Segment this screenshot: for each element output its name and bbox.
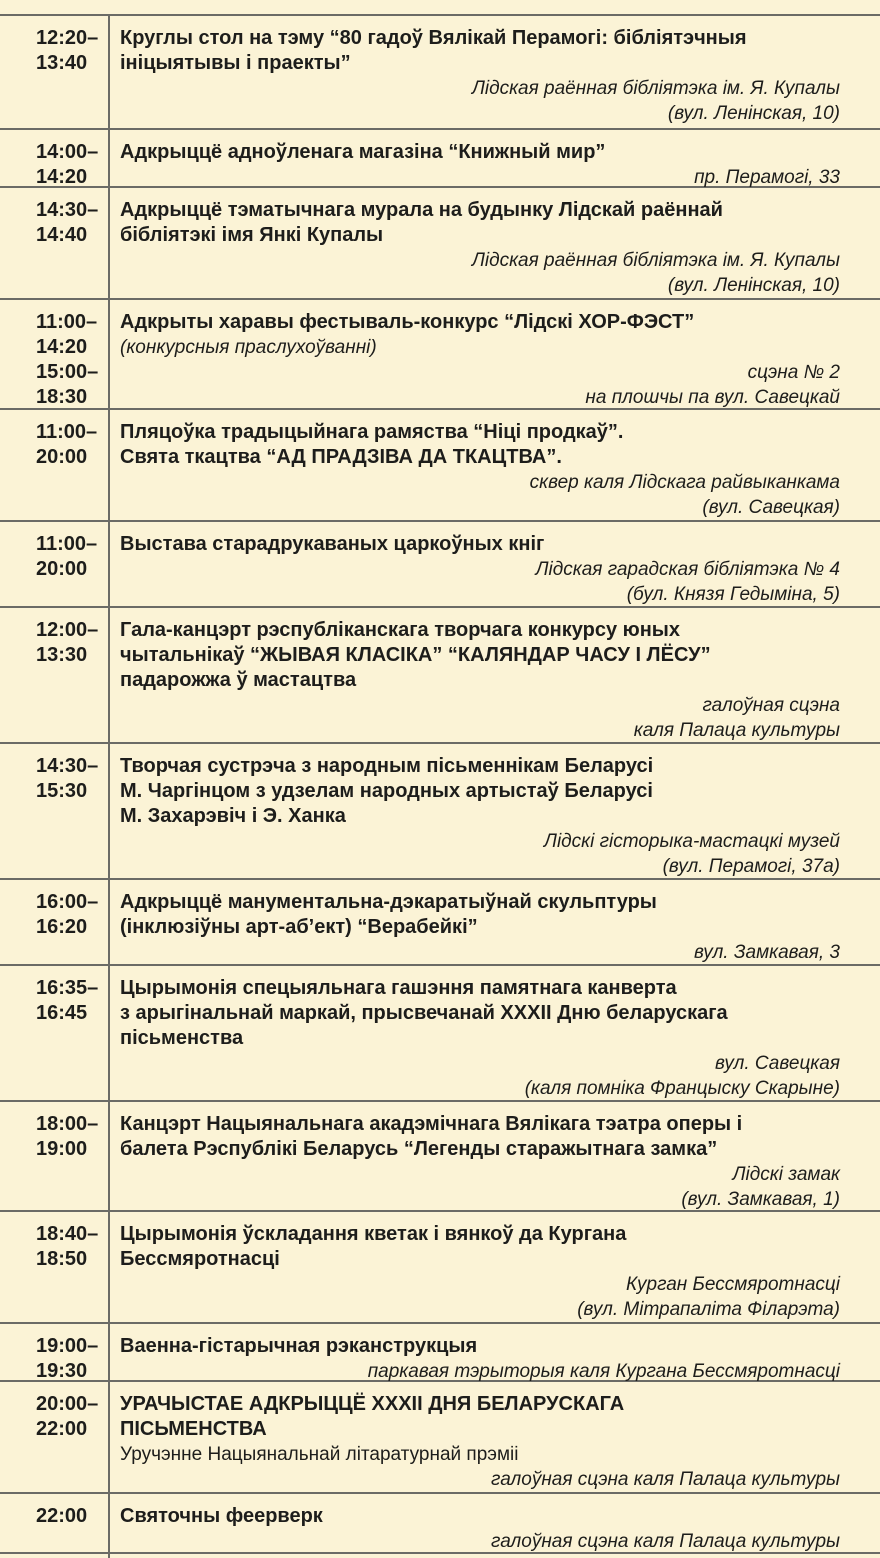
event-time: 18:40– 18:50 [36, 1223, 99, 1270]
event-time: 14:30– 15:30 [36, 755, 99, 802]
event-title: Цырымонія спецыяльнага гашэння памятнага канверта з арыгінальнай маркай, прысвечанай XXXII Дню беларускага пісьменства [120, 977, 728, 1049]
event-title: Канцэрт Нацыянальнага акадэмічнага Вялікага тэатра оперы і балета Рэспублікі Беларусь “Легенды старажытнага замка” [120, 1113, 743, 1160]
event-venue: галоўная сцэна каля Палаца культуры [633, 695, 840, 741]
event-title: Адкрыццё адноўленага магазіна “Книжный мир” [120, 141, 606, 163]
event-row [0, 744, 880, 880]
event-title: Круглы стол на тэму “80 гадоў Вялікай Перамогі: бібліятэчныя ініцыятывы і праекты” [120, 27, 747, 74]
event-row [0, 1212, 880, 1324]
event-row [0, 608, 880, 744]
event-subtitle: (конкурсныя праслухоўванні) [120, 337, 377, 358]
event-venue: Курган Бессмяротнасці (вул. Мітрапаліта Філарэта) [577, 1274, 840, 1320]
event-subtitle: Уручэнне Нацыянальнай літаратурнай прэміі [120, 1444, 519, 1465]
event-title: Цырымонія ўскладання кветак і вянкоў да Кургана Бессмяротнасці [120, 1223, 627, 1270]
event-row [0, 300, 880, 410]
event-venue: Лідскі гісторыка-мастацкі музей (вул. Перамогі, 37а) [543, 831, 840, 877]
event-time: 11:00– 20:00 [36, 533, 98, 580]
event-row [0, 1494, 880, 1554]
event-venue: Лідская гарадская бібліятэка № 4 (бул. Князя Гедыміна, 5) [535, 559, 840, 605]
event-time: 14:30– 14:40 [36, 199, 99, 246]
event-venue: сквер каля Лідскага райвыканкама (вул. Савецкая) [529, 472, 840, 518]
event-time: 19:00– 19:30 [36, 1335, 99, 1382]
event-row [0, 1102, 880, 1212]
event-venue: вул. Савецкая (каля помніка Францыску Скарыне) [524, 1053, 840, 1099]
event-title: УРАЧЫСТАЕ АДКРЫЦЦЁ XXXII ДНЯ БЕЛАРУСКАГА ПІСЬМЕНСТВА [120, 1393, 625, 1440]
event-row [0, 966, 880, 1102]
event-venue: галоўная сцэна каля Палаца культуры [491, 1469, 840, 1490]
event-venue: паркавая тэрыторыя каля Кургана Бессмяротнасці [367, 1361, 840, 1382]
event-title: Адкрыццё тэматычнага мурала на будынку Лідскай раённай бібліятэкі імя Янкі Купалы [120, 199, 723, 246]
event-time: 11:00– 14:20 15:00– 18:30 [36, 311, 99, 408]
event-time: 20:00– 22:00 [36, 1393, 99, 1440]
event-row [0, 1382, 880, 1494]
event-row [0, 130, 880, 188]
event-row [0, 410, 880, 522]
event-time: 16:35– 16:45 [36, 977, 99, 1024]
event-time: 12:20– 13:40 [36, 27, 99, 74]
event-venue: Лідская раённая бібліятэка ім. Я. Купалы (вул. Ленінская, 10) [471, 78, 840, 124]
event-time: 14:00– 14:20 [36, 141, 99, 188]
event-title: Гала-канцэрт рэспубліканскага творчага конкурсу юных чытальнікаў “ЖЫВАЯ КЛАСІКА” “КАЛЯНДАР ЧАСУ І ЛЁСУ” падарожжа ў мастацтва [120, 619, 711, 691]
event-row [0, 16, 880, 130]
event-title: Адкрыты харавы фестываль-конкурс “Лідскі ХОР-ФЭСТ” [120, 311, 695, 333]
event-title: Святочны феерверк [120, 1505, 323, 1527]
event-time: 12:00– 13:30 [36, 619, 99, 666]
event-row [0, 880, 880, 966]
event-row [0, 1324, 880, 1382]
event-title: Ваенна-гістарычная рэканструкцыя [120, 1335, 478, 1357]
event-venue: сцэна № 2 на плошчы па вул. Савецкай [585, 362, 840, 408]
event-venue: пр. Перамогі, 33 [694, 167, 840, 188]
event-title: Выстава старадрукаваных царкоўных кніг [120, 533, 545, 555]
event-title: Адкрыццё манументальна-дэкаратыўнай скульптуры (інклюзіўны арт-аб’ект) “Верабейкі” [120, 891, 657, 938]
event-venue: Лідскі замак (вул. Замкавая, 1) [681, 1164, 840, 1210]
event-title: Пляцоўка традыцыйнага рамяства “Ніці продкаў”. Свята ткацтва “АД ПРАДЗІВА ДА ТКАЦТВА”. [120, 421, 624, 468]
event-venue: вул. Замкавая, 3 [694, 942, 840, 963]
event-venue: Лідская раённая бібліятэка ім. Я. Купалы (вул. Ленінская, 10) [471, 250, 840, 296]
event-time: 11:00– 20:00 [36, 421, 98, 468]
event-time: 16:00– 16:20 [36, 891, 99, 938]
event-time: 18:00– 19:00 [36, 1113, 99, 1160]
event-row [0, 188, 880, 300]
event-row [0, 522, 880, 608]
event-title: Творчая сустрэча з народным пісьменнікам Беларусі М. Чаргінцом з удзелам народных артыстаў Беларусі М. Захарэвіч і Э. Ханка [120, 755, 654, 827]
event-time: 22:00 [36, 1505, 88, 1527]
event-venue: галоўная сцэна каля Палаца культуры [491, 1531, 840, 1552]
